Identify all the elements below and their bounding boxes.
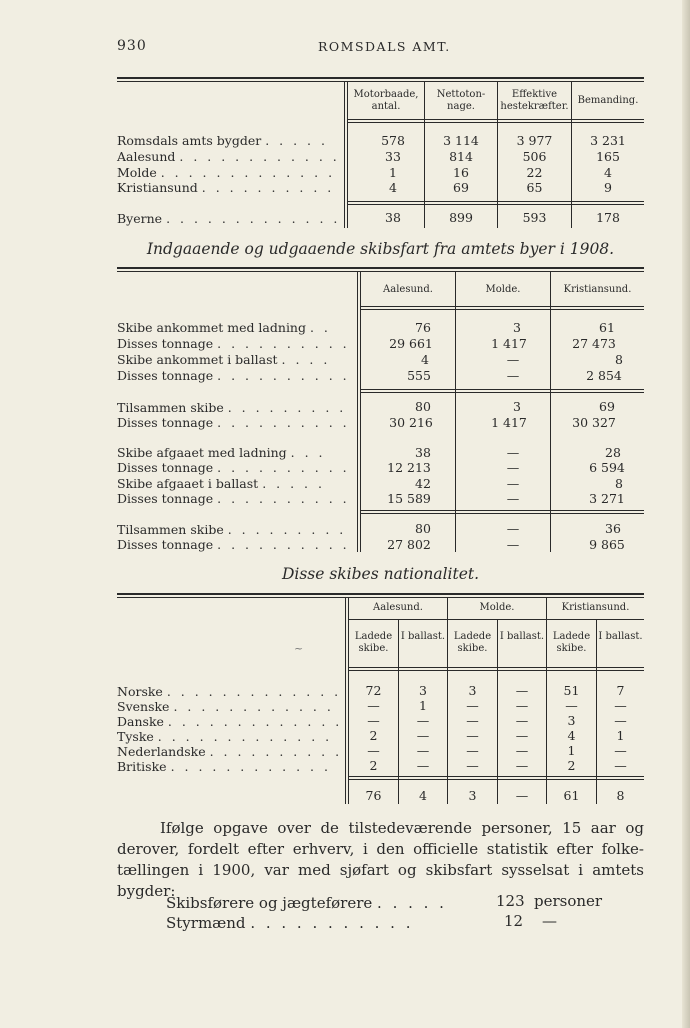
- table-row: Skibe ankommet i ballast . . . .: [117, 352, 331, 367]
- col-nettotonnage: Nettotonnage.: [436, 89, 486, 112]
- cell: 8: [615, 476, 623, 491]
- cell: —: [416, 728, 430, 743]
- cell: 2: [369, 758, 378, 773]
- cell: 9 865: [589, 537, 625, 552]
- sub-ballast: I ballast.: [598, 631, 643, 642]
- cell: 27 802: [387, 537, 431, 552]
- cell: —: [515, 743, 529, 758]
- paragraph-line: bygder:: [117, 882, 176, 900]
- cell: 3: [419, 683, 427, 698]
- cell: 36: [605, 521, 621, 536]
- cell: —: [466, 713, 479, 728]
- cell: 8: [615, 352, 623, 367]
- cell: —: [466, 743, 479, 758]
- cell: 2: [369, 728, 378, 743]
- table-row: Skibe afgaaet i ballast . . . . .: [117, 476, 325, 491]
- cell: 4: [421, 352, 429, 367]
- cell: 555: [407, 368, 431, 383]
- col-molde: Molde.: [485, 284, 521, 295]
- cell: —: [506, 521, 520, 536]
- col-bemanding: Bemanding.: [577, 95, 639, 106]
- cell: 65: [526, 180, 543, 195]
- paragraph-line: derover, fordelt efter erhverv, i den officielle statistik efter folke-: [117, 840, 644, 858]
- cell: 22: [526, 165, 543, 180]
- table-row: Norske . . . . . . . . . . . . .: [117, 684, 342, 699]
- cell: —: [466, 728, 479, 743]
- cell: 29 661: [389, 336, 433, 351]
- total-cell: 3: [468, 788, 477, 803]
- cell: 38: [385, 210, 401, 225]
- cell: —: [506, 476, 520, 491]
- cell: —: [416, 758, 430, 773]
- table-row: Tilsammen skibe . . . . . . . . .: [117, 400, 347, 415]
- table-row: Tyske . . . . . . . . . . . . .: [117, 729, 333, 744]
- table-row: Disses tonnage . . . . . . . . . .: [117, 415, 350, 430]
- cell: —: [614, 713, 627, 728]
- cell: 1 417: [491, 415, 527, 430]
- cell: 7: [616, 683, 625, 698]
- cell: 9: [604, 180, 612, 195]
- table-row: Disses tonnage . . . . . . . . . .: [117, 368, 350, 383]
- cell: —: [367, 698, 380, 713]
- cell: 69: [453, 180, 469, 195]
- table-row: Svenske . . . . . . . . . . . .: [117, 699, 334, 714]
- list-item: Styrmænd . . . . . . . . . . .: [166, 914, 414, 932]
- page-edge: [682, 0, 690, 1028]
- cell: —: [506, 491, 520, 506]
- cell: 2: [567, 758, 576, 773]
- cell: 899: [449, 210, 473, 225]
- cell: —: [614, 758, 627, 773]
- cell: 1: [567, 743, 576, 758]
- running-title: ROMSDALS AMT.: [318, 39, 451, 54]
- table-row: Danske . . . . . . . . . . . . .: [117, 714, 343, 729]
- cell: 15 589: [387, 491, 431, 506]
- town-aalesund: Aalesund.: [373, 602, 423, 613]
- shipping-table-title: Indgaaende og udgaaende skibsfart fra amtets byer i 1908.: [146, 240, 615, 258]
- cell: 6 594: [589, 460, 625, 475]
- cell: 4: [567, 728, 576, 743]
- cell: 1 417: [491, 336, 527, 351]
- cell: 72: [365, 683, 382, 698]
- cell: 76: [415, 320, 431, 335]
- cell: 3 271: [589, 491, 625, 506]
- town-molde: Molde.: [479, 602, 515, 613]
- cell: —: [506, 537, 520, 552]
- cell: 80: [415, 399, 431, 414]
- col-motorbaade: Motorbaade, antal.: [353, 89, 419, 112]
- cell: 51: [563, 683, 580, 698]
- table-total-row: Byerne . . . . . . . . . . . . .: [117, 211, 341, 226]
- paragraph-line: tællingen i 1900, var med sjøfart og skibsfart sysselsat i amtets: [117, 861, 644, 879]
- list-item: Skibsførere og jægteførere . . . . .: [166, 894, 447, 912]
- cell: —: [515, 758, 529, 773]
- table-row: Nederlandske . . . . . . . . . .: [117, 744, 343, 759]
- cell: —: [506, 368, 520, 383]
- table-row: Molde . . . . . . . . . . . . .: [117, 165, 336, 180]
- cell: —: [515, 683, 529, 698]
- total-cell: 8: [616, 788, 625, 803]
- occupation-unit: —: [542, 912, 557, 930]
- cell: —: [506, 352, 520, 367]
- cell: 16: [453, 165, 469, 180]
- cell: 3 231: [590, 133, 626, 148]
- cell: —: [614, 743, 627, 758]
- table-row: Tilsammen skibe . . . . . . . . .: [117, 522, 347, 537]
- cell: 578: [381, 133, 405, 148]
- cell: 165: [596, 149, 620, 164]
- table-row: Kristiansund . . . . . . . . . .: [117, 180, 335, 195]
- table-row: Aalesund . . . . . . . . . . . .: [117, 149, 340, 164]
- occupation-unit: personer: [534, 892, 603, 910]
- total-cell: 4: [419, 788, 427, 803]
- cell: 30 216: [389, 415, 433, 430]
- town-kristiansund: Kristiansund.: [561, 602, 630, 613]
- table-row: Disses tonnage . . . . . . . . . .: [117, 460, 350, 475]
- cell: 38: [415, 445, 431, 460]
- nationality-table-title: Disse skibes nationalitet.: [281, 565, 480, 583]
- cell: —: [466, 758, 479, 773]
- cell: 4: [604, 165, 612, 180]
- cell: —: [506, 460, 520, 475]
- cell: 506: [522, 149, 547, 164]
- total-cell: 61: [563, 788, 580, 803]
- col-hestekraefter: Effektive hestekræfter.: [500, 89, 569, 112]
- col-kristiansund: Kristiansund.: [563, 284, 632, 295]
- cell: —: [466, 698, 479, 713]
- cell: —: [515, 728, 529, 743]
- cell: 3 114: [443, 133, 479, 148]
- cell: —: [515, 713, 529, 728]
- cell: 3: [513, 399, 521, 414]
- table-row: Disses tonnage . . . . . . . . . .: [117, 491, 350, 506]
- cell: 27 473: [572, 336, 616, 351]
- cell: 3: [513, 320, 521, 335]
- cell: —: [367, 713, 380, 728]
- col-aalesund: Aalesund.: [383, 284, 433, 295]
- cell: 12 213: [387, 460, 431, 475]
- sub-ladede: Ladede skibe.: [354, 631, 393, 654]
- cell: 1: [389, 165, 397, 180]
- cell: —: [416, 713, 430, 728]
- cell: 3 977: [516, 133, 553, 148]
- cell: 80: [415, 521, 431, 536]
- cell: 2 854: [586, 368, 622, 383]
- sub-ballast: I ballast.: [499, 631, 545, 642]
- cell: 3: [567, 713, 576, 728]
- table-row: Britiske . . . . . . . . . . . .: [117, 759, 331, 774]
- cell: —: [565, 698, 578, 713]
- occupation-count: 12: [504, 912, 524, 930]
- table-row: Skibe ankommet med ladning . .: [117, 320, 331, 335]
- cell: 814: [449, 149, 473, 164]
- cell: 178: [596, 210, 620, 225]
- sub-ladede: Ladede skibe.: [453, 631, 492, 654]
- sub-ballast: I ballast.: [400, 631, 446, 642]
- cell: 28: [605, 445, 621, 460]
- cell: 4: [389, 180, 397, 195]
- page-number: 930: [117, 38, 147, 54]
- cell: 1: [616, 728, 625, 743]
- cell: —: [506, 445, 520, 460]
- tilde-mark: ~: [294, 642, 304, 655]
- table-row: Disses tonnage . . . . . . . . . .: [117, 336, 350, 351]
- cell: 69: [599, 399, 615, 414]
- cell: 1: [419, 698, 427, 713]
- cell: —: [614, 698, 627, 713]
- cell: 3: [468, 683, 477, 698]
- cell: 61: [599, 320, 615, 335]
- table-row: Romsdals amts bygder . . . . .: [117, 133, 328, 148]
- total-cell: 76: [365, 788, 382, 803]
- cell: —: [416, 743, 430, 758]
- cell: 33: [385, 149, 401, 164]
- table-row: Skibe afgaaet med ladning . . .: [117, 445, 326, 460]
- cell: 42: [415, 476, 431, 491]
- cell: —: [367, 743, 380, 758]
- occupation-count: 123: [496, 892, 525, 910]
- table-row: Disses tonnage . . . . . . . . . .: [117, 537, 350, 552]
- cell: 30 327: [572, 415, 616, 430]
- cell: 593: [522, 210, 547, 225]
- sub-ladede: Ladede skibe.: [552, 631, 591, 654]
- cell: —: [515, 698, 529, 713]
- total-cell: —: [515, 788, 529, 803]
- paragraph-line: Ifølge opgave over de tilstedeværende personer, 15 aar og: [160, 819, 644, 837]
